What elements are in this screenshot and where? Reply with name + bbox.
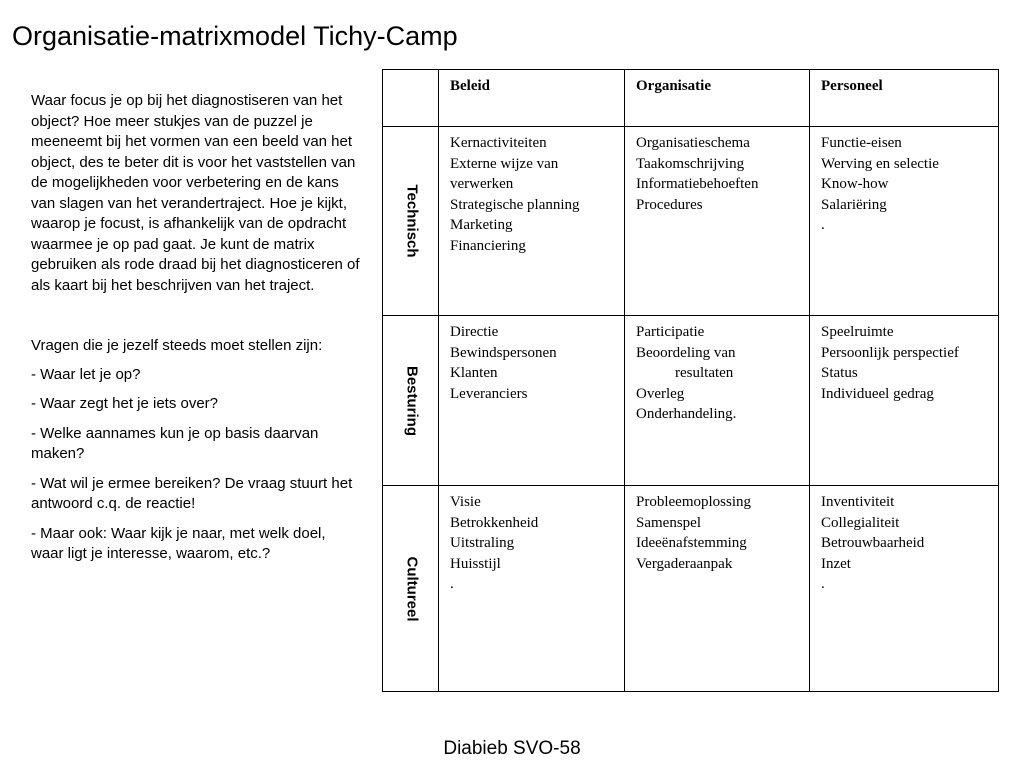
question-item: - Maar ook: Waar kijk je naar, met welk doel, waar ligt je interesse, waarom, etc.? <box>31 524 326 562</box>
cell-item: Know-how <box>821 176 889 192</box>
cell-item: Bewindspersonen <box>450 344 557 361</box>
cell-item: Organisatieschema <box>636 135 750 151</box>
matrix-cell <box>439 316 625 486</box>
matrix-cell <box>439 127 625 316</box>
cell-item: Inventiviteit <box>821 494 895 510</box>
cell-item: Klanten <box>450 365 498 381</box>
row-header-technisch <box>383 127 439 316</box>
cell-item: Marketing <box>450 217 513 233</box>
cell-item: Probleemoplossing <box>636 494 751 510</box>
cell-item: Financiering <box>450 237 526 254</box>
cell-item: Inzet <box>821 555 851 572</box>
matrix-cell <box>439 486 625 692</box>
cell-item: Huisstijl <box>450 555 501 572</box>
intro-paragraph: Waar focus je op bij het diagnostiseren van het object? Hoe meer stukjes van de puzzel je meeneemt bij het vormen van een beeld van het object, des te beter dit is voor het vaststellen van de mogelijkheden voor verbetering en de kans van slagen van het verandertraject. Hoe je kijkt, waarop je focust, is afhankelijk van de opdracht waarmee je op pad gaat. Je kunt de matrix gebruiken als rode draad bij het diagnosticeren of als kaart bij het beschrijven van het traject. <box>31 92 360 294</box>
cell-item: Functie-eisen <box>821 135 902 151</box>
row-label: Cultureel <box>402 555 420 622</box>
table-row-besturing <box>383 316 999 486</box>
cell-item: Leveranciers <box>450 385 528 402</box>
matrix-cell <box>625 486 810 692</box>
cell-item: . <box>821 576 825 592</box>
cell-item: Externe wijze van verwerken <box>450 155 559 192</box>
cell-item: Vergaderaanpak <box>636 555 733 572</box>
cell-item: Ideeënafstemming <box>636 535 747 551</box>
cell-item: . <box>821 217 825 233</box>
matrix-cell <box>810 316 999 486</box>
cell-item: Informatiebehoeften <box>636 176 759 192</box>
questions-list <box>31 365 361 565</box>
cell-item: Betrokkenheid <box>450 514 539 531</box>
spacer <box>31 296 361 336</box>
matrix-table <box>382 69 999 692</box>
question-item: - Waar let je op? <box>31 365 141 383</box>
question-item: - Wat wil je ermee bereiken? De vraag stuurt het antwoord c.q. de reactie! <box>31 474 353 512</box>
cell-item: Status <box>821 365 858 381</box>
cell-item: Strategische planning <box>450 196 580 213</box>
cell-item: Samenspel <box>636 514 701 531</box>
cell-item: Kernactiviteiten <box>450 135 547 151</box>
column-header-organisatie: Organisatie <box>625 70 810 127</box>
cell-item: Onderhandeling. <box>636 406 737 422</box>
cell-item: Betrouwbaarheid <box>821 535 925 551</box>
row-header-cultureel <box>383 486 439 692</box>
header-row <box>383 70 999 127</box>
cell-item: . <box>450 576 454 592</box>
cell-item: Individueel gedrag <box>821 385 934 402</box>
column-header-beleid: Beleid <box>439 70 625 127</box>
matrix-cell <box>810 127 999 316</box>
cell-item: Speelruimte <box>821 324 894 340</box>
matrix-cell <box>625 127 810 316</box>
footer-label: Diabieb SVO-58 <box>443 738 581 759</box>
row-header-besturing <box>383 316 439 486</box>
row-label: Technisch <box>402 184 420 258</box>
matrix-cell <box>625 316 810 486</box>
cell-item: Werving en selectie <box>821 155 939 172</box>
row-label: Besturing <box>402 365 420 436</box>
cell-item: Persoonlijk perspectief <box>821 344 959 361</box>
cell-item: Participatie <box>636 324 705 340</box>
cell-item: Taakomschrijving <box>636 155 745 172</box>
column-header-personeel: Personeel <box>810 70 999 127</box>
cell-item: Visie <box>450 494 481 510</box>
cell-item: Collegialiteit <box>821 514 900 531</box>
corner-cell <box>383 70 439 127</box>
cell-item: Overleg <box>636 385 685 402</box>
cell-item: Beoordeling van <box>636 344 736 361</box>
table-row-technisch <box>383 127 999 316</box>
table-row-cultureel <box>383 486 999 692</box>
question-item: - Welke aannames kun je op basis daarvan maken? <box>31 424 319 462</box>
question-item: - Waar zegt het je iets over? <box>31 395 219 412</box>
matrix-cell <box>810 486 999 692</box>
intro-text <box>31 91 361 574</box>
cell-item: resultaten <box>675 365 734 381</box>
page-title: Organisatie-matrixmodel Tichy-Camp <box>12 21 458 51</box>
cell-item: Salariëring <box>821 196 887 213</box>
cell-item: Uitstraling <box>450 535 515 551</box>
cell-item: Procedures <box>636 196 703 213</box>
cell-item: Directie <box>450 324 499 340</box>
questions-heading: Vragen die je jezelf steeds moet stellen zijn: <box>31 337 323 354</box>
